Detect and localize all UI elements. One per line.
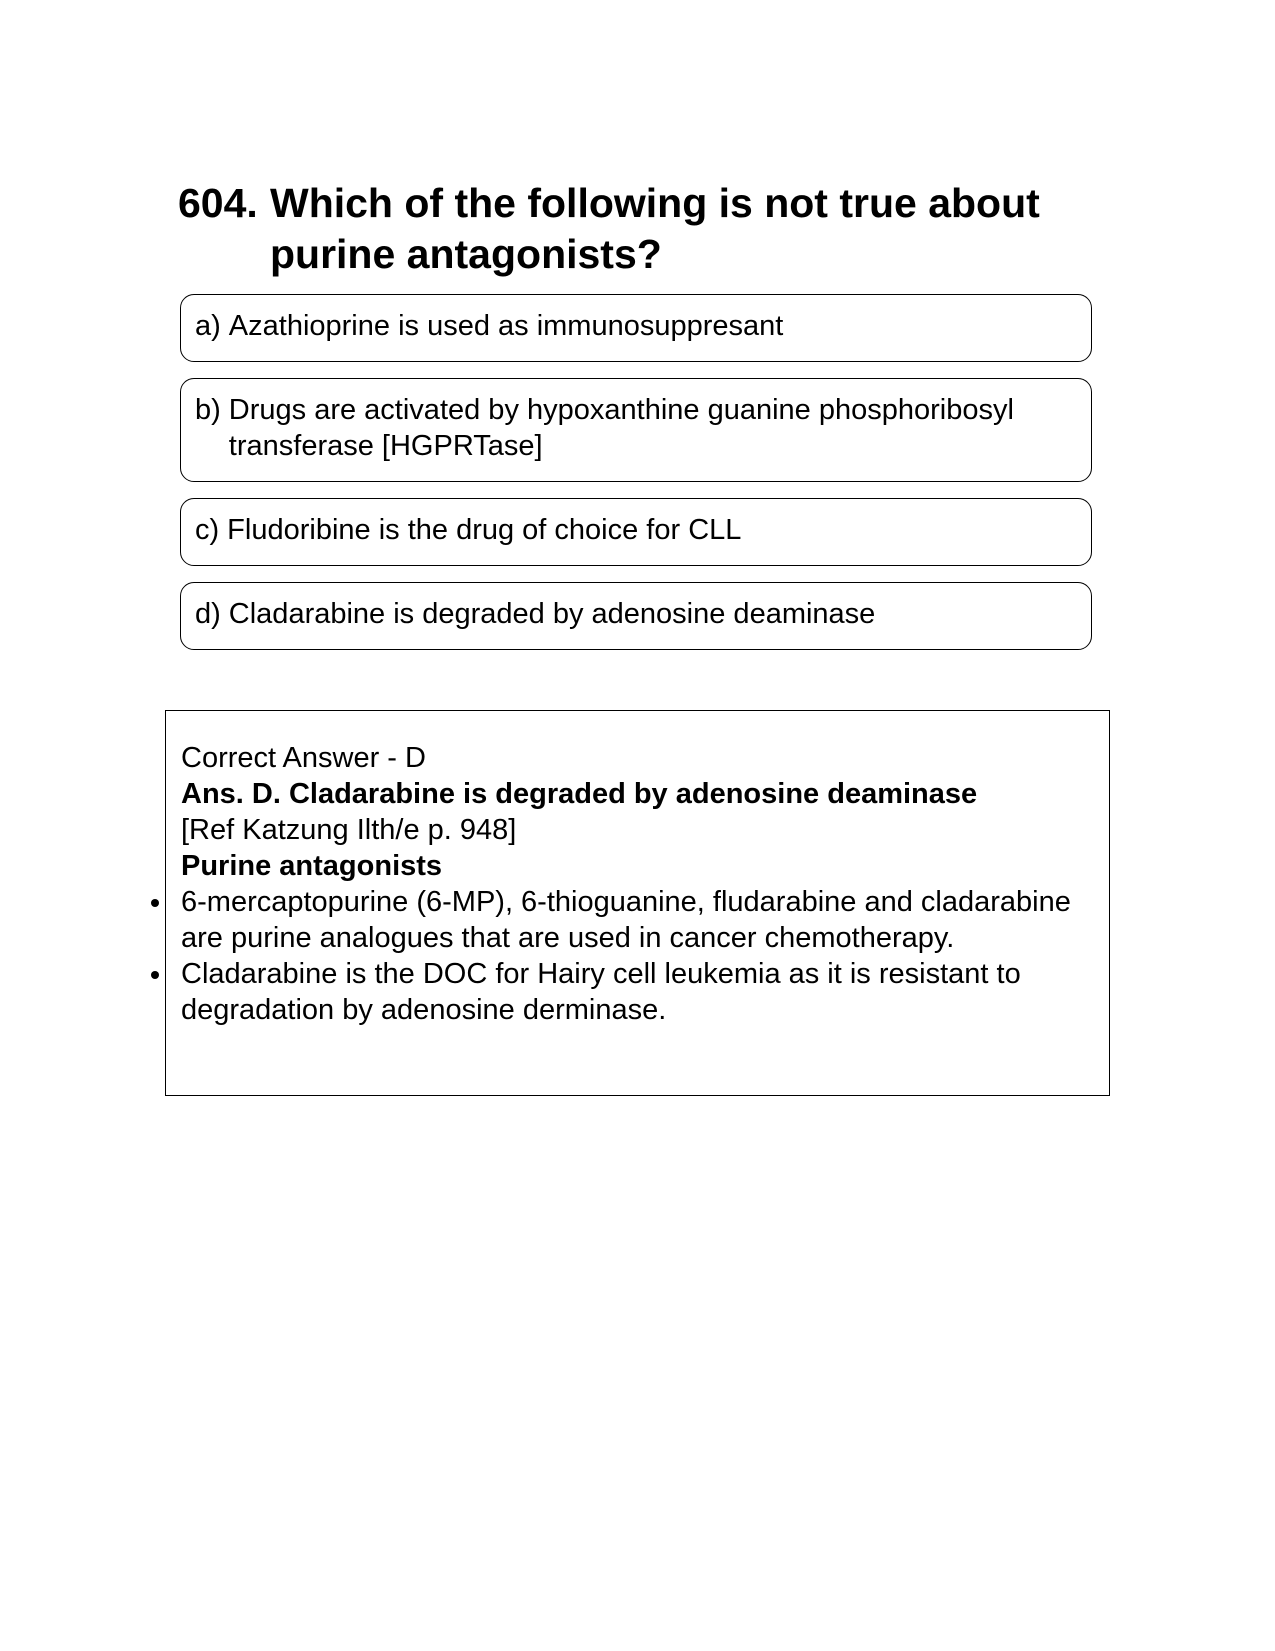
question-heading [178, 178, 1078, 280]
list-item-text: 6-mercaptopurine (6-MP), 6-thioguanine, fludarabine and cladarabine are purine analogues that are used in cancer chemotherapy. [181, 886, 1071, 954]
section-title: Purine antagonists [181, 850, 443, 882]
option-c[interactable] [180, 498, 1092, 566]
list-item [181, 956, 1086, 1028]
option-letter: b) [195, 394, 221, 426]
option-b[interactable] [180, 378, 1092, 482]
option-text: Cladarabine is degraded by adenosine deaminase [228, 598, 876, 630]
answer-explanation [181, 740, 1086, 1028]
explanation-list [181, 884, 1086, 1028]
list-item [181, 884, 1086, 956]
option-text: Fludoribine is the drug of choice for CLL [227, 514, 742, 546]
question-text: Which of the following is not true about purine antagonists? [270, 180, 1040, 277]
option-text: Drugs are activated by hypoxanthine guanine phosphoribosyl transferase [HGPRTase] [228, 394, 1014, 462]
option-letter: a) [195, 310, 221, 342]
option-text: Azathioprine is used as immunosuppresant [228, 310, 784, 342]
answer-heading: Ans. D. Cladarabine is degraded by adenosine deaminase [181, 778, 978, 810]
list-item-text: Cladarabine is the DOC for Hairy cell leukemia as it is resistant to degradation by adenosine derminase. [181, 958, 1021, 1026]
bullet-icon [151, 971, 159, 979]
option-d[interactable] [180, 582, 1092, 650]
reference: [Ref Katzung Ilth/e p. 948] [181, 814, 517, 846]
correct-answer: Correct Answer - D [181, 742, 426, 774]
option-a[interactable] [180, 294, 1092, 362]
option-letter: c) [195, 514, 220, 546]
bullet-icon [151, 899, 159, 907]
option-letter: d) [195, 598, 221, 630]
question-number: 604. [178, 180, 258, 226]
